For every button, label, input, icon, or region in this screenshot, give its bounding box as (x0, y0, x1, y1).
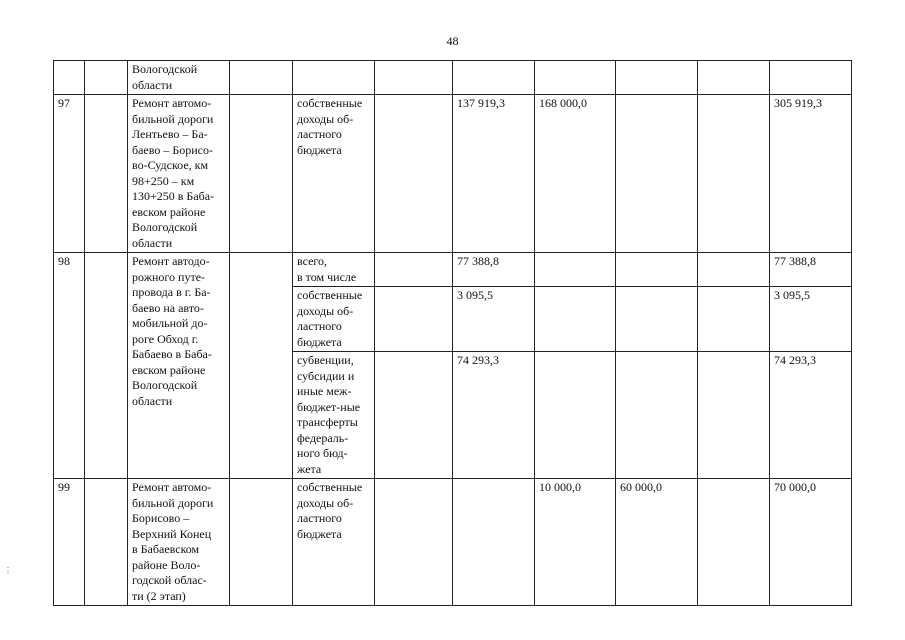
cell-empty (535, 61, 616, 95)
cell-empty (616, 287, 698, 352)
cell-empty (230, 95, 293, 253)
cell-source: субвенции, субсидии и иные меж- бюджет-ные трансферты федераль- ного бюд- жета (293, 352, 375, 479)
cell-empty (375, 479, 453, 606)
cell-empty (453, 61, 535, 95)
cell-empty (230, 479, 293, 606)
cell-value: 137 919,3 (453, 95, 535, 253)
cell-source: собственные доходы об- ластного бюджета (293, 287, 375, 352)
cell-value: 168 000,0 (535, 95, 616, 253)
cell-empty (535, 287, 616, 352)
cell-total: 3 095,5 (770, 287, 852, 352)
cell-empty (616, 352, 698, 479)
cell-object-name: Ремонт автомо- бильной дороги Лентьево – Ба- баево – Борисо- во-Судское, км 98+250 – км 130+250 в Баба- евском районе Вологодской области (128, 95, 230, 253)
table-row-continuation (54, 61, 852, 95)
cell-empty (85, 95, 128, 253)
table-row-98 (54, 253, 852, 287)
cell-value: 10 000,0 (535, 479, 616, 606)
table-row-99 (54, 479, 852, 606)
cell-object-name: Вологодской области (128, 61, 230, 95)
cell-num: 99 (54, 479, 85, 606)
budget-table (53, 60, 852, 606)
cell-value: 60 000,0 (616, 479, 698, 606)
cell-total: 305 919,3 (770, 95, 852, 253)
cell-empty (770, 61, 852, 95)
cell-empty (85, 61, 128, 95)
cell-source: собственные доходы об- ластного бюджета (293, 95, 375, 253)
edge-mark: ⋮ (4, 566, 12, 575)
cell-total: 70 000,0 (770, 479, 852, 606)
cell-empty (698, 287, 770, 352)
cell-empty (85, 253, 128, 479)
cell-value: 74 293,3 (453, 352, 535, 479)
cell-empty (698, 479, 770, 606)
cell-total: 77 388,8 (770, 253, 852, 287)
cell-empty (375, 61, 453, 95)
cell-empty (616, 95, 698, 253)
cell-source: всего, в том числе (293, 253, 375, 287)
cell-source: собственные доходы об- ластного бюджета (293, 479, 375, 606)
cell-empty (375, 287, 453, 352)
cell-value: 3 095,5 (453, 287, 535, 352)
cell-empty (375, 352, 453, 479)
cell-empty (535, 253, 616, 287)
cell-empty (698, 253, 770, 287)
cell-empty (375, 253, 453, 287)
table-row-97 (54, 95, 852, 253)
page-number: 48 (446, 34, 459, 48)
cell-num: 98 (54, 253, 85, 479)
cell-empty (375, 95, 453, 253)
cell-empty (698, 95, 770, 253)
cell-empty (535, 352, 616, 479)
cell-empty (453, 479, 535, 606)
cell-num: 97 (54, 95, 85, 253)
cell-empty (230, 61, 293, 95)
cell-value: 77 388,8 (453, 253, 535, 287)
cell-empty (616, 253, 698, 287)
cell-object-name: Ремонт автомо- бильной дороги Борисово – Верхний Конец в Бабаевском районе Воло- годской облас- ти (2 этап) (128, 479, 230, 606)
cell-empty (616, 61, 698, 95)
cell-empty (85, 479, 128, 606)
cell-empty (698, 61, 770, 95)
cell-empty (698, 352, 770, 479)
cell-object-name: Ремонт автодо- рожного путе- провода в г. Ба- баево на авто- мобильной до- роге Обход г. Бабаево в Баба- евском районе Вологодской области (128, 253, 230, 479)
cell-total: 74 293,3 (770, 352, 852, 479)
cell-source (293, 61, 375, 95)
cell-num (54, 61, 85, 95)
cell-empty (230, 253, 293, 479)
